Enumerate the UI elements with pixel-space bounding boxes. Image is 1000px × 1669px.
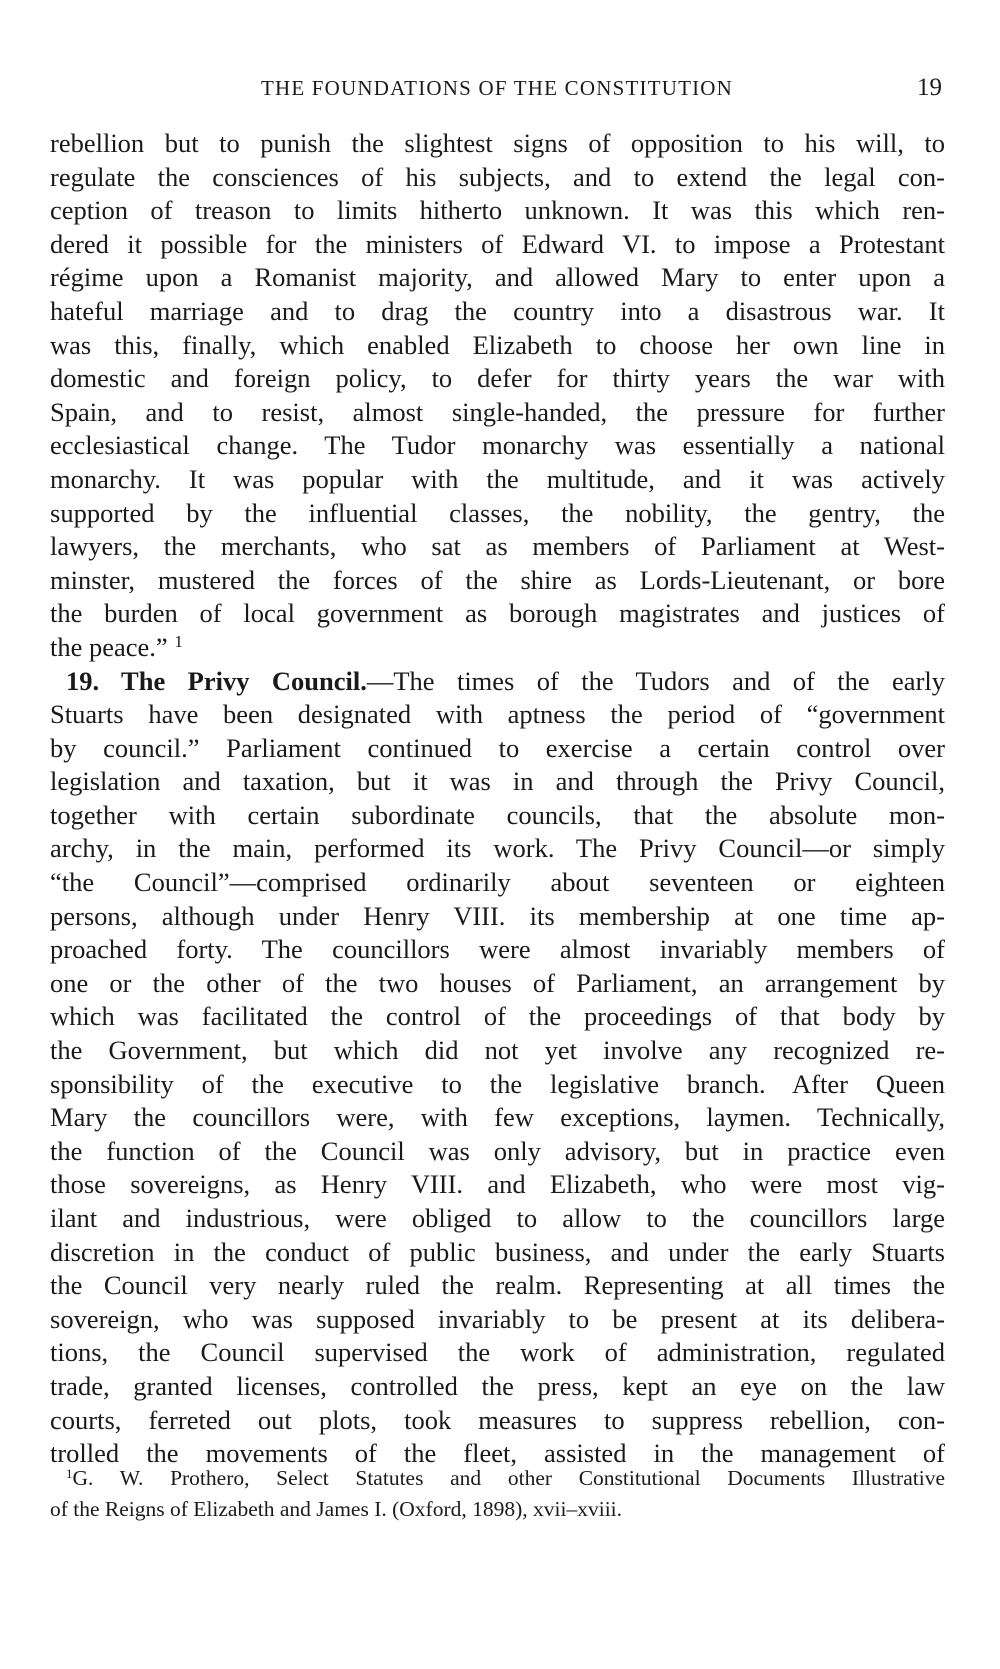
running-head [52,72,942,106]
text-line: régime upon a Romanist majority, and allowed Mary to enter upon a [50,262,945,293]
footnote-reference[interactable]: 1 [174,631,183,651]
text-line: by council.” Parliament continued to exercise a certain control over [50,732,945,763]
footnote-text: G. W. Prothero, Select Statutes and other Constitutional Documents Illustrative [72,1466,945,1490]
continued-paragraph [50,127,945,665]
body-text [50,127,945,1471]
text-line: ilant and industrious, were obliged to allow to the councillors large [50,1203,945,1233]
text-line: legislation and taxation, but it was in and through the Privy Council, [50,766,945,797]
text-line: domestic and foreign policy, to defer for thirty years the war with [50,363,945,394]
text-line: “the Council”—comprised ordinarily about seventeen or eighteen [50,867,945,898]
section-first-line [50,665,945,699]
text-line: trade, granted licenses, controlled the press, kept an eye on the law [50,1370,945,1401]
text-line: sovereign, who was supposed invariably to be present at its delibera- [50,1303,945,1334]
text-line: ecclesiastical change. The Tudor monarchy was essentially a national [50,430,945,461]
text-line: regulate the consciences of his subjects, and to extend the legal con- [50,161,945,192]
text-line: discretion in the conduct of public business, and under the early Stuarts [50,1236,945,1267]
footnote-marker: 1 [66,1466,73,1481]
text-line: trolled the movements of the fleet, assisted in the management of [50,1438,945,1469]
text-line: minster, mustered the forces of the shire as Lords-Lieutenant, or bore [50,564,945,595]
text-line: Stuarts have been designated with aptness the period of “government [50,699,945,730]
section-privy-council [50,665,945,1471]
text-line: was this, finally, which enabled Elizabeth to choose her own line in [50,329,945,360]
text-line: lawyers, the merchants, who sat as members of Parliament at West- [50,531,945,562]
text-line: supported by the influential classes, the nobility, the gentry, the [50,497,945,528]
text-line: the function of the Council was only advisory, but in practice even [50,1135,945,1166]
text-line: the Government, but which did not yet involve any recognized re- [50,1035,945,1066]
text-line: Mary the councillors were, with few exceptions, laymen. Technically, [50,1102,945,1133]
text-line: one or the other of the two houses of Parliament, an arrangement by [50,967,945,998]
text-line: the burden of local government as borough magistrates and justices of [50,598,945,629]
text-line [50,631,945,665]
text-line: persons, although under Henry VIII. its membership at one time ap- [50,900,945,931]
text-line: tions, the Council supervised the work of administration, regulated [50,1337,945,1368]
page-number: 19 [917,74,942,101]
text-line: proached forty. The councillors were almost invariably members of [50,934,945,965]
text-line: ception of treason to limits hitherto unknown. It was this which ren- [50,195,945,226]
text-line: archy, in the main, performed its work. The Privy Council—or simply [50,833,945,864]
text-line: sponsibility of the executive to the legislative branch. After Queen [50,1068,945,1099]
text-line: the Council very nearly ruled the realm. Representing at all times the [50,1270,945,1301]
text-line: those sovereigns, as Henry VIII. and Elizabeth, who were most vig- [50,1169,945,1200]
text-line: which was facilitated the control of the proceedings of that body by [50,1001,945,1032]
text-line: Spain, and to resist, almost single-handed, the pressure for further [50,396,945,427]
section-heading: 19. The Privy Council. [66,665,367,696]
text-line: monarchy. It was popular with the multitude, and it was actively [50,463,945,494]
section-first-line-text: —The times of the Tudors and of the early [366,665,946,696]
text-line: rebellion but to punish the slightest signs of opposition to his will, to [50,128,945,158]
running-title: THE FOUNDATIONS OF THE CONSTITUTION [260,76,734,100]
text-line: together with certain subordinate councils, that the absolute mon- [50,799,945,830]
footnotes [50,1463,945,1525]
text-line: hateful marriage and to drag the country into a disastrous war. It [50,295,945,326]
footnote-line [50,1463,945,1494]
paragraph-end-text: the peace.” [50,631,168,662]
footnote-line: of the Reigns of Elizabeth and James I. (Oxford, 1898), xvii–xviii. [50,1497,623,1521]
text-line: dered it possible for the ministers of Edward VI. to impose a Protestant [50,228,945,259]
text-line: courts, ferreted out plots, took measures to suppress rebellion, con- [50,1404,945,1435]
